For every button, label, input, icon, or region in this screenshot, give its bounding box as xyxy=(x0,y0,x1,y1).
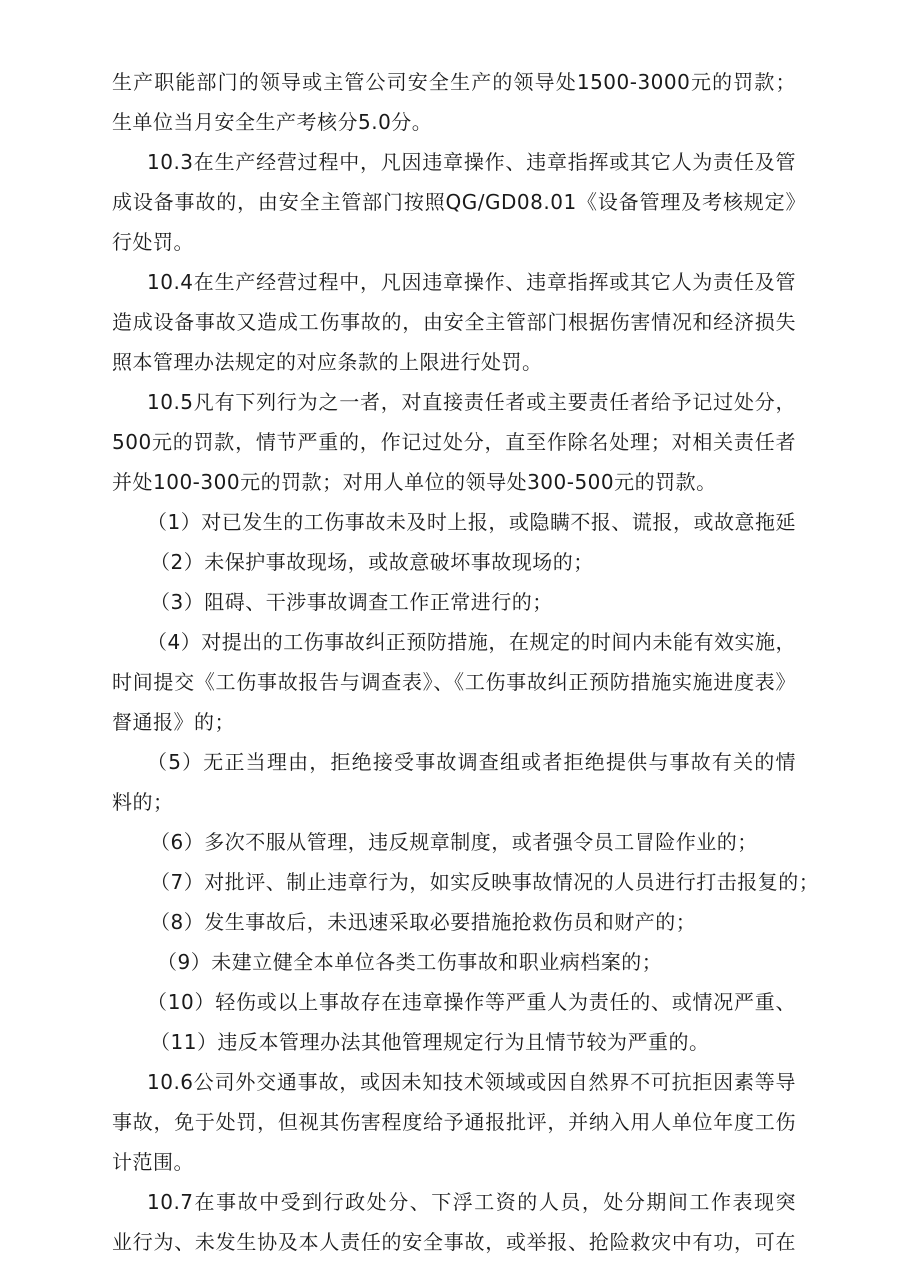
text-line: 生单位当月安全生产考核分5.0分。 xyxy=(112,110,433,134)
text-line: 10.3在生产经营过程中，凡因违章操作、违章指挥或其它人为责任及管 xyxy=(147,150,796,174)
list-item: （6）多次不服从管理，违反规章制度，或者强令员工冒险作业的； xyxy=(150,830,758,854)
list-item: （9）未建立健全本单位各类工伤事故和职业病档案的； xyxy=(157,950,663,974)
text-line: 500元的罚款，情节严重的，作记过处分，直至作除名处理；对相关责任者 xyxy=(112,430,796,454)
text-line: 事故，免于处罚，但视其伤害程度给予通报批评，并纳入用人单位年度工伤 xyxy=(112,1110,796,1134)
text-line: 10.7在事故中受到行政处分、下浮工资的人员，处分期间工作表现突 xyxy=(147,1190,796,1214)
text-line: 10.6公司外交通事故，或因未知技术领域或因自然界不可抗拒因素等导 xyxy=(147,1070,796,1094)
text-line: 10.4在生产经营过程中，凡因违章操作、违章指挥或其它人为责任及管 xyxy=(147,270,796,294)
text-line: 督通报》的； xyxy=(112,710,235,734)
text-line: 行处罚。 xyxy=(112,230,194,254)
text-line: 生产职能部门的领导或主管公司安全生产的领导处1500-3000元的罚款； xyxy=(112,70,796,94)
list-item: （11）违反本管理办法其他管理规定行为且情节较为严重的。 xyxy=(150,1030,710,1054)
text-line: 料的； xyxy=(112,790,174,814)
text-line: 成设备事故的，由安全主管部门按照QG/GD08.01《设备管理及考核规定》 xyxy=(112,190,796,214)
text-line: 造成设备事故又造成工伤事故的，由安全主管部门根据伤害情况和经济损失 xyxy=(112,310,796,334)
text-line: 10.5凡有下列行为之一者，对直接责任者或主要责任者给予记过处分， xyxy=(147,390,796,414)
list-item: （8）发生事故后，未迅速采取必要措施抢救伤员和财产的； xyxy=(150,910,697,934)
list-item: （5）无正当理由，拒绝接受事故调查组或者拒绝提供与事故有关的情 xyxy=(147,750,796,774)
text-line: 时间提交《工伤事故报告与调查表》、《工伤事故纠正预防措施实施进度表》 xyxy=(112,670,796,694)
list-item: （10）轻伤或以上事故存在违章操作等严重人为责任的、或情况严重、 xyxy=(147,990,796,1014)
list-item: （1）对已发生的工伤事故未及时上报，或隐瞒不报、谎报，或故意拖延 xyxy=(147,510,796,534)
list-item: （4）对提出的工伤事故纠正预防措施，在规定的时间内未能有效实施， xyxy=(147,630,796,654)
list-item: （3）阻碍、干涉事故调查工作正常进行的； xyxy=(150,590,553,614)
list-item: （7）对批评、制止违章行为，如实反映事故情况的人员进行打击报复的； xyxy=(150,870,820,894)
text-line: 并处100-300元的罚款；对用人单位的领导处300-500元的罚款。 xyxy=(112,470,717,494)
text-line: 照本管理办法规定的对应条款的上限进行处罚。 xyxy=(112,350,543,374)
text-line: 计范围。 xyxy=(112,1150,194,1174)
text-line: 业行为、未发生协及本人责任的安全事故，或举报、抢险救灾中有功，可在 xyxy=(112,1230,796,1254)
list-item: （2）未保护事故现场，或故意破坏事故现场的； xyxy=(150,550,594,574)
